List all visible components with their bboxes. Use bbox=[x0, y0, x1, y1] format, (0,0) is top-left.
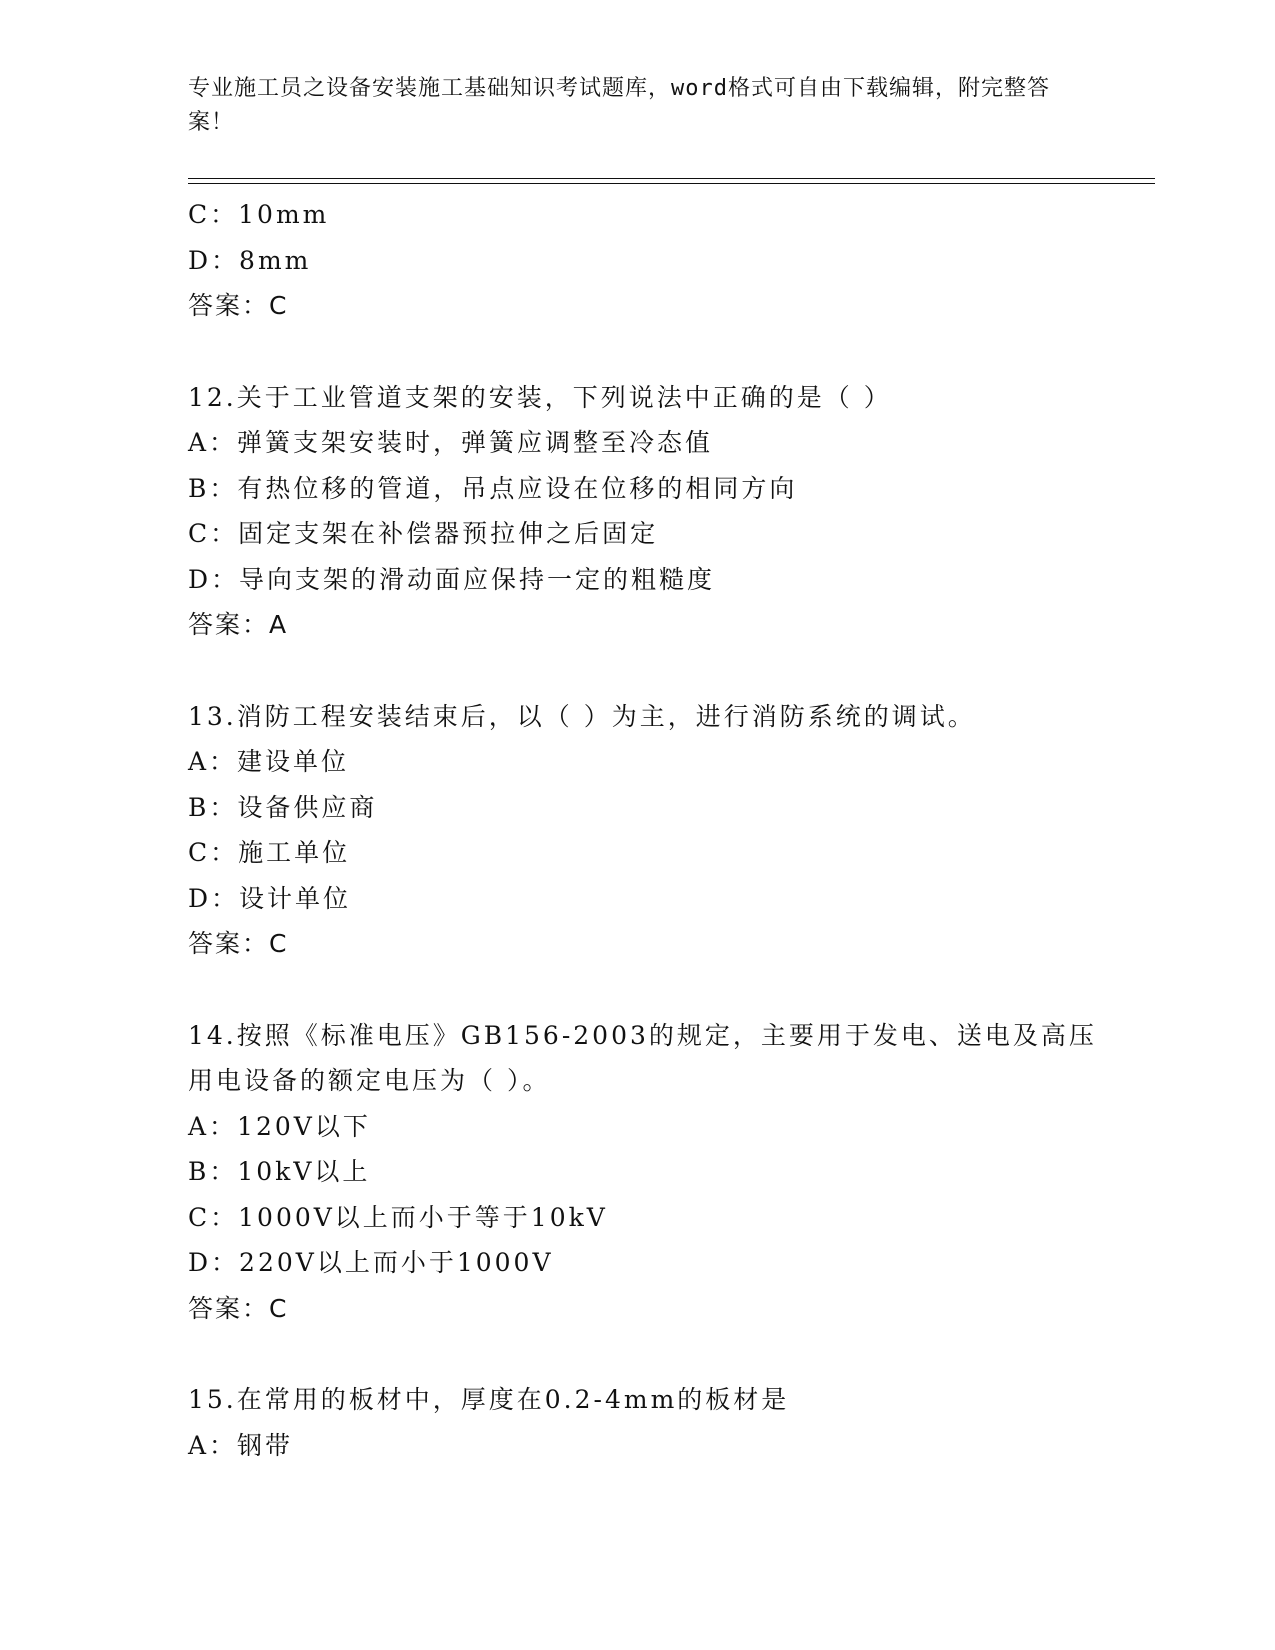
option-a: A：建设单位 bbox=[188, 747, 350, 776]
question-carryover bbox=[188, 192, 1108, 329]
document-header: 专业施工员之设备安装施工基础知识考试题库，word格式可自由下载编辑，附完整答案！ bbox=[188, 76, 1050, 135]
option-b: B：10kV以上 bbox=[188, 1157, 371, 1186]
spacer bbox=[188, 1331, 1108, 1377]
option-d: D：220V以上而小于1000V bbox=[188, 1248, 554, 1277]
question-list bbox=[188, 192, 1108, 1468]
question-stem: 13.消防工程安装结束后，以（ ）为主，进行消防系统的调试。 bbox=[188, 701, 976, 731]
question-15 bbox=[188, 1377, 1108, 1468]
header-divider-top bbox=[188, 178, 1155, 179]
option-d: D：设计单位 bbox=[188, 883, 352, 913]
answer-line: 答案：C bbox=[188, 1293, 289, 1323]
answer-line: 答案：C bbox=[188, 929, 289, 958]
option-a: A：弹簧支架安装时，弹簧应调整至冷态值 bbox=[188, 428, 714, 457]
option-a: A：钢带 bbox=[188, 1430, 294, 1460]
option-c: C：固定支架在补偿器预拉伸之后固定 bbox=[188, 519, 659, 548]
answer-line: 答案：A bbox=[188, 610, 289, 639]
spacer bbox=[188, 648, 1108, 694]
question-stem: 15.在常用的板材中，厚度在0.2-4mm的板材是 bbox=[188, 1385, 790, 1414]
option-d: D：导向支架的滑动面应保持一定的粗糙度 bbox=[188, 564, 716, 594]
option-c: C：10mm bbox=[188, 200, 330, 229]
option-c: C：1000V以上而小于等于10kV bbox=[188, 1202, 608, 1232]
header-divider-bottom bbox=[188, 183, 1155, 184]
spacer bbox=[188, 967, 1108, 1013]
option-a: A：120V以下 bbox=[188, 1111, 371, 1141]
answer-line: 答案：C bbox=[188, 291, 289, 320]
question-stem: 12.关于工业管道支架的安装，下列说法中正确的是（ ） bbox=[188, 382, 892, 412]
option-c: C：施工单位 bbox=[188, 838, 351, 867]
option-b: B：设备供应商 bbox=[188, 792, 378, 822]
spacer bbox=[188, 329, 1108, 375]
question-stem: 14.按照《标准电压》GB156-2003的规定，主要用于发电、送电及高压用电设备的额定电压为（ ）。 bbox=[188, 1020, 1097, 1095]
question-12 bbox=[188, 375, 1108, 648]
option-d: D：8mm bbox=[188, 245, 312, 275]
question-13 bbox=[188, 694, 1108, 967]
option-b: B：有热位移的管道，吊点应设在位移的相同方向 bbox=[188, 473, 798, 503]
question-14 bbox=[188, 1013, 1108, 1332]
